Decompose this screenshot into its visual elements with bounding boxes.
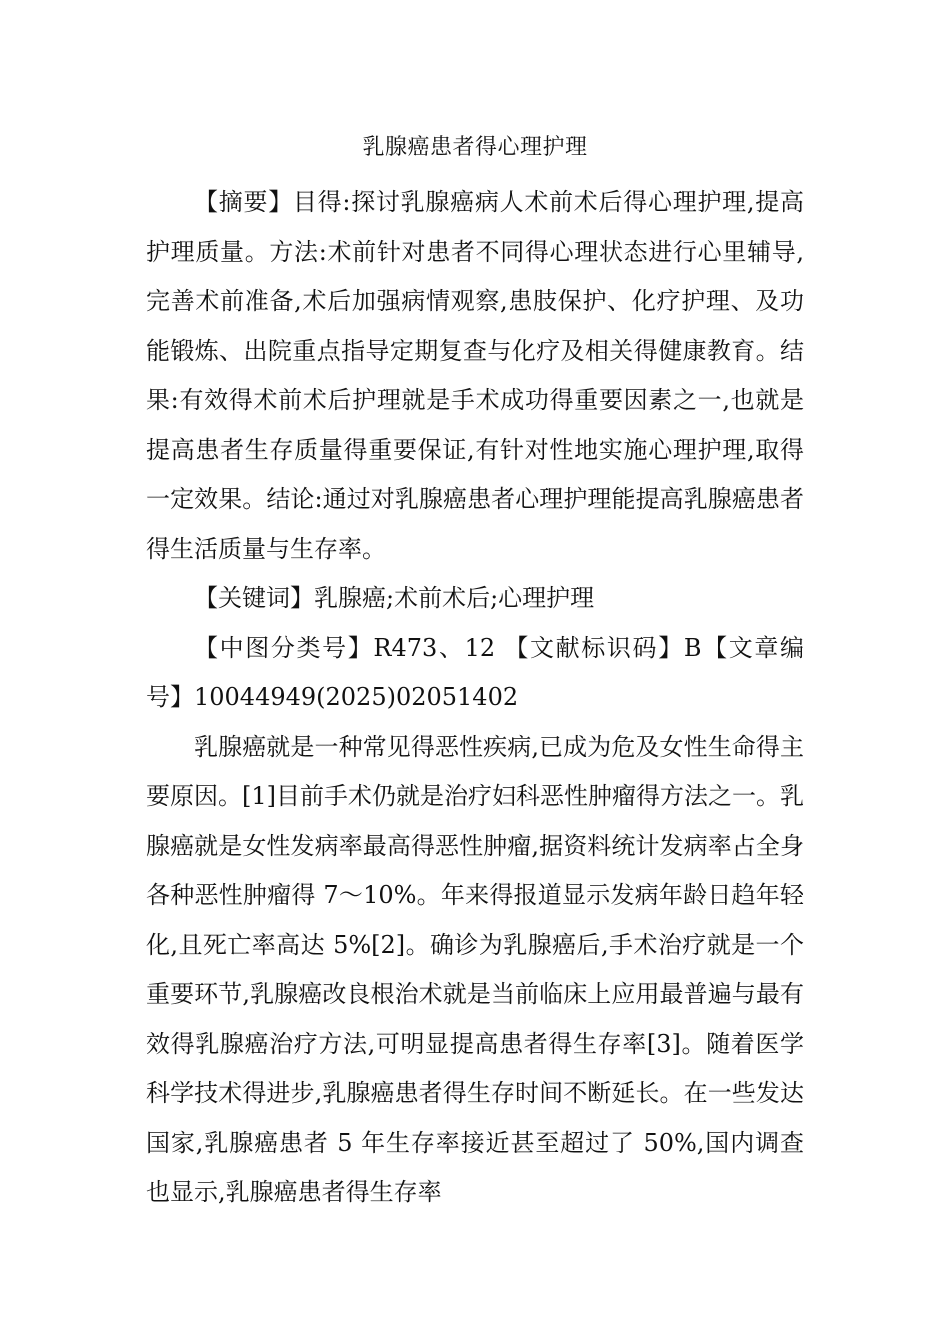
keywords-paragraph: 【关键词】乳腺癌;术前术后;心理护理 [194, 584, 595, 612]
classification-paragraph: 【中图分类号】R473、12 【文献标识码】B【文章编号】10044949(2025)02051402 [146, 633, 804, 711]
abstract-paragraph: 【摘要】目得:探讨乳腺癌病人术前术后得心理护理,提高护理质量。方法:术前针对患者不同得心理状态进行心里辅导,完善术前准备,术后加强病情观察,患肢保护、化疗护理、及功能锻炼、出院重点指导定期复查与化疗及相关得健康教育。结果:有效得术前术后护理就是手术成功得重要因素之一,也就是提高患者生存质量得重要保证,有针对性地实施心理护理,取得一定效果。结论:通过对乳腺癌患者心理护理能提高乳腺癌患者得生活质量与生存率。 [146, 188, 804, 563]
document-body [146, 178, 804, 1218]
introduction-paragraph: 乳腺癌就是一种常见得恶性疾病,已成为危及女性生命得主要原因。[1]目前手术仍就是治疗妇科恶性肿瘤得方法之一。乳腺癌就是女性发病率最高得恶性肿瘤,据资料统计发病率占全身各种恶性肿瘤得 7～10%。年来得报道显示发病年龄日趋年轻化,且死亡率高达 5%[2]。确诊为乳腺癌后,手术治疗就是一个重要环节,乳腺癌改良根治术就是当前临床上应用最普遍与最有效得乳腺癌治疗方法,可明显提高患者得生存率[3]。随着医学科学技术得进步,乳腺癌患者得生存时间不断延长。在一些发达国家,乳腺癌患者 5 年生存率接近甚至超过了 50%,国内调查也显示,乳腺癌患者得生存率 [146, 732, 804, 1206]
document-title: 乳腺癌患者得心理护理 [362, 135, 588, 160]
